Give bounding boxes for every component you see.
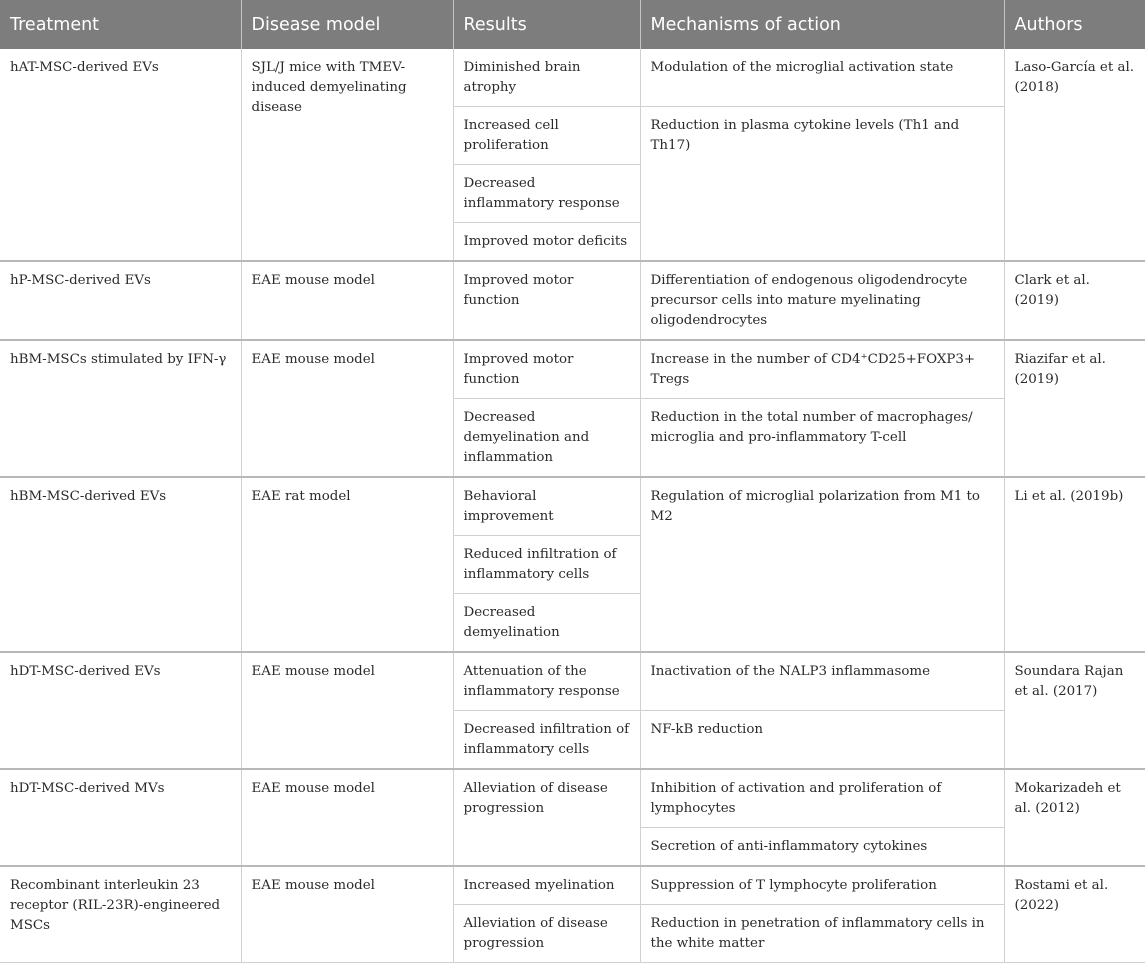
table-row xyxy=(0,477,1145,536)
mechanism-cell: Reduction in plasma cytokine levels (Th1 and Th17) xyxy=(640,107,1004,262)
treatment-cell: Recombinant interleukin 23 receptor (RIL-23R)-engineered MSCs xyxy=(0,866,241,963)
result-cell: Decreased demyelination xyxy=(453,594,640,653)
mechanism-cell: Modulation of the microglial activation state xyxy=(640,49,1004,107)
mechanism-cell: Regulation of microglial polarization from M1 to M2 xyxy=(640,477,1004,652)
mechanism-cell: Increase in the number of CD4⁺CD25+FOXP3+ Tregs xyxy=(640,340,1004,399)
result-cell: Increased myelination xyxy=(453,866,640,905)
result-cell: Increased cell proliferation xyxy=(453,107,640,165)
table-row xyxy=(0,49,1145,107)
table-row xyxy=(0,866,1145,905)
mechanism-cell: Inactivation of the NALP3 inflammasome xyxy=(640,652,1004,711)
authors-cell: Clark et al. (2019) xyxy=(1004,261,1145,340)
result-cell: Decreased inflammatory response xyxy=(453,165,640,223)
header-disease-model: Disease model xyxy=(241,0,453,49)
authors-cell: Riazifar et al. (2019) xyxy=(1004,340,1145,477)
authors-cell: Mokarizadeh et al. (2012) xyxy=(1004,769,1145,866)
result-cell: Improved motor function xyxy=(453,261,640,340)
result-cell: Improved motor function xyxy=(453,340,640,399)
result-cell: Decreased demyelination and inflammation xyxy=(453,399,640,478)
treatment-cell: hBM-MSCs stimulated by IFN-γ xyxy=(0,340,241,477)
table-row xyxy=(0,340,1145,399)
mechanism-cell: Reduction in the total number of macrophages/ microglia and pro-inflammatory T-cell xyxy=(640,399,1004,478)
header-results: Results xyxy=(453,0,640,49)
treatment-cell: hP-MSC-derived EVs xyxy=(0,261,241,340)
result-cell: Decreased infiltration of inflammatory cells xyxy=(453,711,640,770)
mechanism-cell: Suppression of T lymphocyte proliferation xyxy=(640,866,1004,905)
authors-cell: Soundara Rajan et al. (2017) xyxy=(1004,652,1145,769)
authors-cell: Li et al. (2019b) xyxy=(1004,477,1145,652)
treatment-cell: hBM-MSC-derived EVs xyxy=(0,477,241,652)
mechanism-cell: Reduction in penetration of inflammatory cells in the white matter xyxy=(640,905,1004,963)
result-cell: Attenuation of the inflammatory response xyxy=(453,652,640,711)
result-cell: Alleviation of disease progression xyxy=(453,769,640,866)
header-treatment: Treatment xyxy=(0,0,241,49)
mechanism-cell: Differentiation of endogenous oligodendrocyte precursor cells into mature myelinating oligodendrocytes xyxy=(640,261,1004,340)
result-cell: Improved motor deficits xyxy=(453,223,640,262)
disease-model-cell: EAE mouse model xyxy=(241,866,453,963)
header-authors: Authors xyxy=(1004,0,1145,49)
result-cell: Behavioral improvement xyxy=(453,477,640,536)
table-row xyxy=(0,652,1145,711)
header-mechanisms: Mechanisms of action xyxy=(640,0,1004,49)
result-cell: Diminished brain atrophy xyxy=(453,49,640,107)
disease-model-cell: SJL/J mice with TMEV-induced demyelinating disease xyxy=(241,49,453,261)
result-cell: Alleviation of disease progression xyxy=(453,905,640,963)
table-row xyxy=(0,769,1145,828)
mechanism-cell: Secretion of anti-inflammatory cytokines xyxy=(640,828,1004,867)
treatment-cell: hDT-MSC-derived MVs xyxy=(0,769,241,866)
disease-model-cell: EAE mouse model xyxy=(241,769,453,866)
treatment-cell: hDT-MSC-derived EVs xyxy=(0,652,241,769)
disease-model-cell: EAE mouse model xyxy=(241,261,453,340)
disease-model-cell: EAE mouse model xyxy=(241,652,453,769)
authors-cell: Laso-García et al. (2018) xyxy=(1004,49,1145,261)
table-row xyxy=(0,261,1145,340)
mechanism-cell: NF-kB reduction xyxy=(640,711,1004,770)
disease-model-cell: EAE mouse model xyxy=(241,340,453,477)
result-cell: Reduced infiltration of inflammatory cells xyxy=(453,536,640,594)
authors-cell: Rostami et al. (2022) xyxy=(1004,866,1145,963)
treatment-cell: hAT-MSC-derived EVs xyxy=(0,49,241,261)
disease-model-cell: EAE rat model xyxy=(241,477,453,652)
mechanism-cell: Inhibition of activation and proliferation of lymphocytes xyxy=(640,769,1004,828)
header-row xyxy=(0,0,1145,49)
